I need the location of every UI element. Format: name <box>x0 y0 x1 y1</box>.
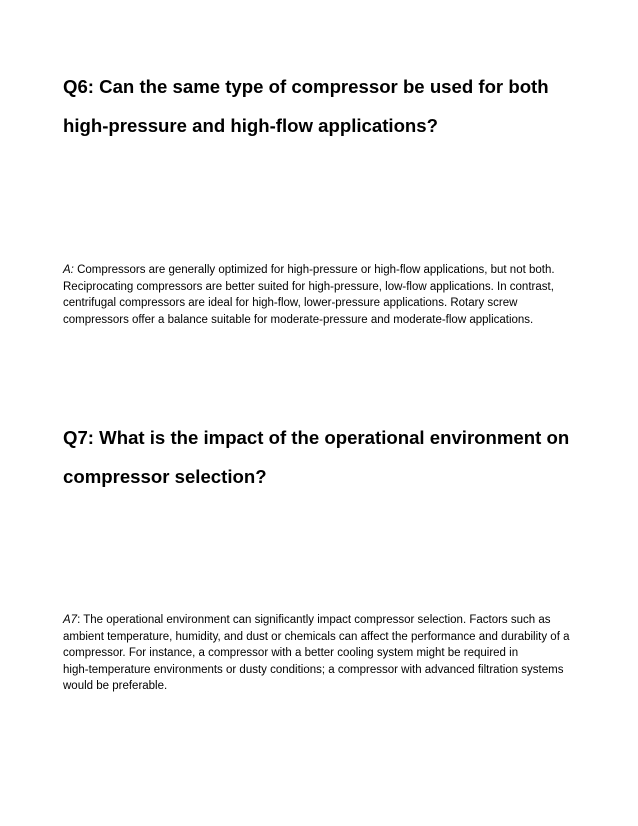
answer-6-line-4: compressors offer a balance suitable for moderate-pressure and moderate-flow applications. <box>63 313 534 326</box>
answer-7-line-4: high-temperature environments or dusty conditions; a compressor with advanced filtration systems <box>63 663 564 676</box>
answer-6-line-3: centrifugal compressors are ideal for high-flow, lower-pressure applications. Rotary screw <box>63 297 518 310</box>
question-7-heading <box>63 418 583 496</box>
question-6-heading <box>63 67 583 145</box>
question-6-line-1: Q6: Can the same type of compressor be used for both <box>63 76 549 97</box>
answer-6-line-2: Reciprocating compressors are better suited for high-pressure, low-flow applications. In contrast, <box>63 280 554 293</box>
answer-7-line-1 <box>63 612 583 629</box>
answer-7-prefix: A7 <box>63 614 78 626</box>
answer-7-line-1-text: : The operational environment can significantly impact compressor selection. Factors such as <box>77 614 551 626</box>
answer-7-line-3: compressor. For instance, a compressor with a better cooling system might be required in <box>63 647 519 660</box>
question-7-line-2: compressor selection? <box>63 466 267 487</box>
answer-6-line-1 <box>63 262 583 279</box>
answer-7-paragraph <box>63 612 583 695</box>
answer-7-line-5: would be preferable. <box>63 680 168 693</box>
question-7-line-1: Q7: What is the impact of the operational environment on <box>63 427 570 448</box>
answer-6-paragraph <box>63 262 583 328</box>
question-6-line-2: high-pressure and high-flow applications? <box>63 115 438 136</box>
answer-6-prefix: A: <box>63 264 74 276</box>
answer-7-line-2: ambient temperature, humidity, and dust or chemicals can affect the performance and durability of a <box>63 630 570 643</box>
answer-6-line-1-text: Compressors are generally optimized for high-pressure or high-flow applications, but not both. <box>73 264 555 276</box>
